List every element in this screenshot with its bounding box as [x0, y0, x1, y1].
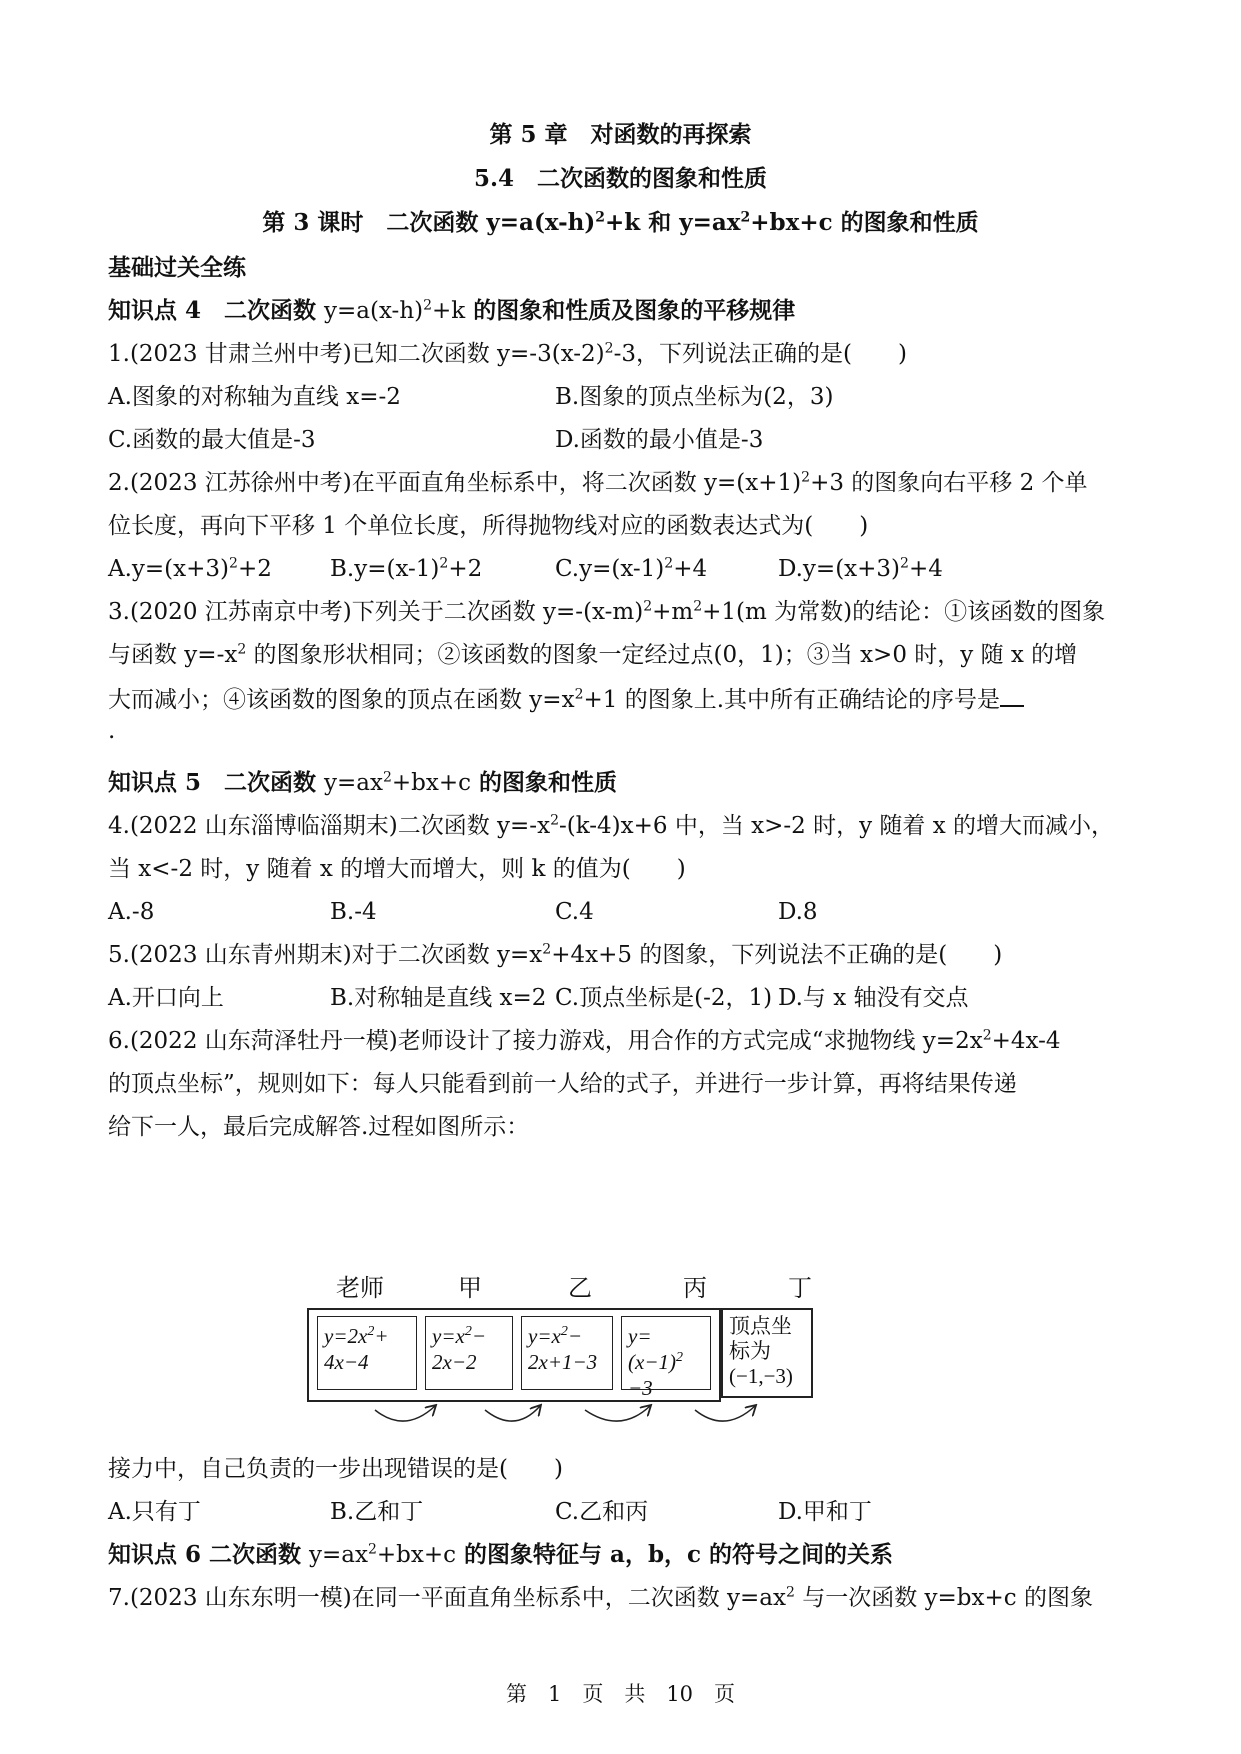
question-2-stem-line2: 位长度，再向下平移 1 个单位长度，所得抛物线对应的函数表达式为( )	[108, 513, 869, 539]
question-5-option-d: D.与 x 轴没有交点	[778, 985, 969, 1011]
relay-person-bing: 丙	[683, 1274, 707, 1302]
question-6-option-c: C.乙和丙	[555, 1499, 649, 1525]
relay-diagram	[324, 1268, 915, 1443]
question-4-line2: 当 x<-2 时，y 随着 x 的增大而增大，则 k 的值为( )	[108, 856, 686, 882]
question-3-line1: 3.(2020 江苏南京中考)下列关于二次函数 $y=-(x-m)^2+m^2+1(m$ 为常数)的结论：①该函数的图象	[108, 598, 1106, 625]
question-3-line3: 大而减小；④该函数的图象的顶点在函数 $y=x^2+1$ 的图象上.其中所有正确结论的序号是	[108, 683, 1024, 715]
question-6-line2: 的顶点坐标”，规则如下：每人只能看到前一人给的式子，并进行一步计算，再将结果传递	[108, 1071, 1017, 1097]
page-footer: 第 1 页 共 10 页	[505, 1682, 736, 1706]
question-3-line4: .	[108, 718, 116, 744]
question-5-option-a: A.开口向上	[108, 985, 224, 1011]
question-6-line3: 给下一人，最后完成解答.过程如图所示：	[108, 1114, 530, 1140]
knowledge-point-6-title: 知识点 6 二次函数 $y=ax^2+bx+c$ 的图象特征与 a，b，c 的符号之间的关系	[108, 1541, 894, 1568]
question-2-stem-line1: 2.(2023 江苏徐州中考)在平面直角坐标系中，将二次函数 $y=(x+1)^2+3$ 的图象向右平移 2 个单	[108, 469, 1088, 496]
question-2-option-c: $C.y=(x-1)^2+4$	[555, 555, 708, 582]
question-4-option-d: D.8	[778, 899, 818, 925]
practice-title: 基础过关全练	[108, 254, 246, 281]
question-5-stem: 5.(2023 山东青州期末)对于二次函数 $y=x^2+4x+5$ 的图象，下列说法不正确的是( )	[108, 941, 1003, 968]
arrow-bing-to-ding	[695, 1406, 755, 1421]
relay-person-yi: 乙	[568, 1274, 592, 1302]
question-1-stem: 1.(2023 甘肃兰州中考)已知二次函数 $y=-3(x-2)^2-3$，下列说法正确的是( )	[108, 340, 907, 367]
question-2-option-d: $D.y=(x+3)^2+4$	[778, 555, 943, 582]
question-7-line1: 7.(2023 山东东明一模)在同一平面直角坐标系中，二次函数 $y=ax^2$ 与一次函数 y=bx+c 的图象	[108, 1584, 1093, 1611]
section-title: 5.4 二次函数的图象和性质	[473, 165, 767, 192]
relay-arrows	[335, 1398, 815, 1443]
question-6-option-d: D.甲和丁	[778, 1499, 872, 1525]
question-1-option-d: D.函数的最小值是-3	[555, 427, 764, 453]
relay-box-ding: 顶点坐 标为 (−1,−3)	[721, 1308, 813, 1398]
question-5-option-b: B.对称轴是直线 x=2	[330, 985, 547, 1011]
question-6-option-b: B.乙和丁	[330, 1499, 424, 1525]
question-1-option-c: C.函数的最大值是-3	[108, 427, 316, 453]
relay-box-bing: $y=(x-1)^2$ −3	[621, 1316, 711, 1390]
arrow-teacher-to-jia	[375, 1406, 435, 1421]
question-5-option-c: C.顶点坐标是(-2，1)	[555, 985, 773, 1011]
arrow-jia-to-yi	[485, 1406, 540, 1421]
question-4-option-c: C.4	[555, 899, 594, 925]
question-2-option-b: $B.y=(x-1)^2+2$	[330, 555, 483, 582]
relay-person-jia: 甲	[458, 1274, 482, 1302]
answer-blank[interactable]	[1000, 683, 1024, 707]
relay-box-teacher: $y=2x^2+$ 4x−4	[317, 1316, 417, 1390]
question-1-option-a: A.图象的对称轴为直线 x=-2	[108, 384, 401, 410]
relay-box-yi: $y=x^2-$ 2x+1−3	[521, 1316, 613, 1390]
question-6-option-a: A.只有丁	[108, 1499, 201, 1525]
relay-person-teacher: 老师	[336, 1274, 384, 1302]
question-2-option-a: $A.y=(x+3)^2+2$	[108, 555, 272, 582]
question-6-line1: 6.(2022 山东菏泽牡丹一模)老师设计了接力游戏，用合作的方式完成“求抛物线 $y=2x^2+4x-4$	[108, 1027, 1061, 1054]
question-4-option-a: A.-8	[108, 899, 155, 925]
knowledge-point-5-title: 知识点 5 二次函数 $y=ax^2+bx+c$ 的图象和性质	[108, 769, 618, 796]
lesson-title: 第 3 课时 二次函数 $y=a(x-h)^2+k$ 和 $y=ax^2+bx+c$ 的图象和性质	[262, 209, 979, 236]
question-4-line1: 4.(2022 山东淄博临淄期末)二次函数 $y=-x^2-(k-4)x+6$ 中，当 x>-2 时，y 随着 x 的增大而减小，	[108, 812, 1114, 839]
question-3-line2: 与函数 $y=-x^2$ 的图象形状相同；②该函数的图象一定经过点(0，1)；③当 x>0 时，y 随 x 的增	[108, 641, 1078, 668]
knowledge-point-4-title: 知识点 4 二次函数 $y=a(x-h)^2+k$ 的图象和性质及图象的平移规律	[108, 297, 796, 324]
question-1-option-b: B.图象的顶点坐标为(2，3)	[555, 384, 834, 410]
question-4-option-b: B.-4	[330, 899, 377, 925]
question-6-after: 接力中，自己负责的一步出现错误的是( )	[108, 1456, 563, 1482]
relay-box-jia: $y=x^2-$ 2x−2	[425, 1316, 513, 1390]
chapter-title: 第 5 章 对函数的再探索	[489, 121, 752, 148]
arrow-yi-to-bing	[585, 1406, 650, 1421]
relay-person-ding: 丁	[788, 1274, 812, 1302]
